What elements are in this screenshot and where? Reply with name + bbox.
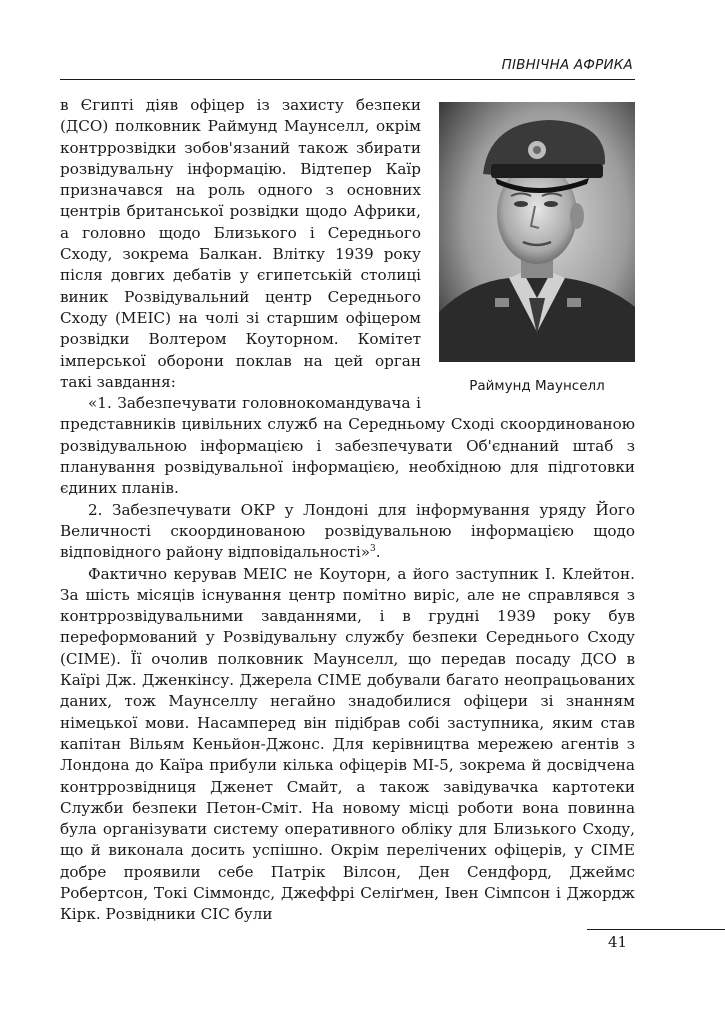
figure-caption: Раймунд Маунселл: [469, 378, 605, 394]
body-text: [60, 95, 635, 926]
running-title: ПІВНІЧНА АФРИКА: [501, 57, 633, 73]
paragraph: «1. Забезпечувати головнокомандувача і представників цивільних служб на Середньому Сході скоординованою розвідувальною інформацією і забезпечувати Об'єднаний штаб з планування розвідувальної інформацією, необхідною для підготовки єдиних планів.: [60, 394, 635, 498]
page-number: 41: [608, 933, 628, 951]
paragraph: Фактично керував МЕІС не Коуторн, а його заступник І. Клейтон. За шість місяців існування центр помітно виріс, але не справлявся з контррозвідувальними завданнями, і в грудні 1939 року був переформований у Розвідувальну службу безпеки Середнього Сходу (СІМЕ). Її очолив полковник Маунселл, що передав посаду ДСО в Каїрі Дж. Дженкінсу. Джерела СІМЕ добували багато неопрацьованих даних, тож Маунселлу негайно знадобилися офіцери зі знанням німецької мови. Насамперед він підібрав собі заступника, яким став капітан Вільям Кеньйон-Джонс. Для керівництва мережею агентів з Лондона до Каїра прибули кілька офіцерів МІ-5, зокрема й досвідчена контррозвідниця Дженет Смайт, а також завідувачка картотеки Служби безпеки Петон-Сміт. На новому місці роботи вона повинна була організувати систему оперативного обліку для Близького Сходу, що й виконала досить успішно. Окрім перелічених офіцерів, у СІМЕ добре проявили себе Патрік Вілсон, Ден Сендфорд, Джеймс Робертсон, Токі Сіммондс, Джеффрі Селіґмен, Івен Сімпсон і Джордж Кірк. Розвідники СІС були: [60, 564, 635, 924]
paragraph: в Єгипті діяв офіцер із захисту безпеки (ДСО) полковник Раймунд Маунселл, окрім контррозвідки зобов'язаний також збирати розвідувальну інформацію. Відтепер Каїр призначався на роль одного з основних центрів британської розвідки щодо Африки, а головно щодо Близького і Середнього Сходу, зокрема Балкан. Влітку 1939 року після довгих дебатів у єгипетській столиці виник Розвідувальний центр Середнього Сходу (МЕІС) на чолі зі старшим офіцером розвідки Волтером Коуторном. Комітет імперської оборони поклав на цей орган такі завдання:: [60, 96, 421, 391]
paragraph: [60, 500, 635, 564]
figure: [439, 102, 635, 397]
paragraph-end: .: [375, 543, 381, 562]
header-rule: [60, 79, 635, 80]
footer-rule: [587, 929, 725, 930]
paragraph-text: 2. Забезпечувати ОКР у Лондоні для інформування уряду Його Величності скоординованою розвідувальною інформацією щодо відповідного району відповідальності»: [60, 500, 635, 562]
footnote-marker[interactable]: 3: [370, 544, 376, 555]
portrait-photo: [439, 102, 635, 362]
